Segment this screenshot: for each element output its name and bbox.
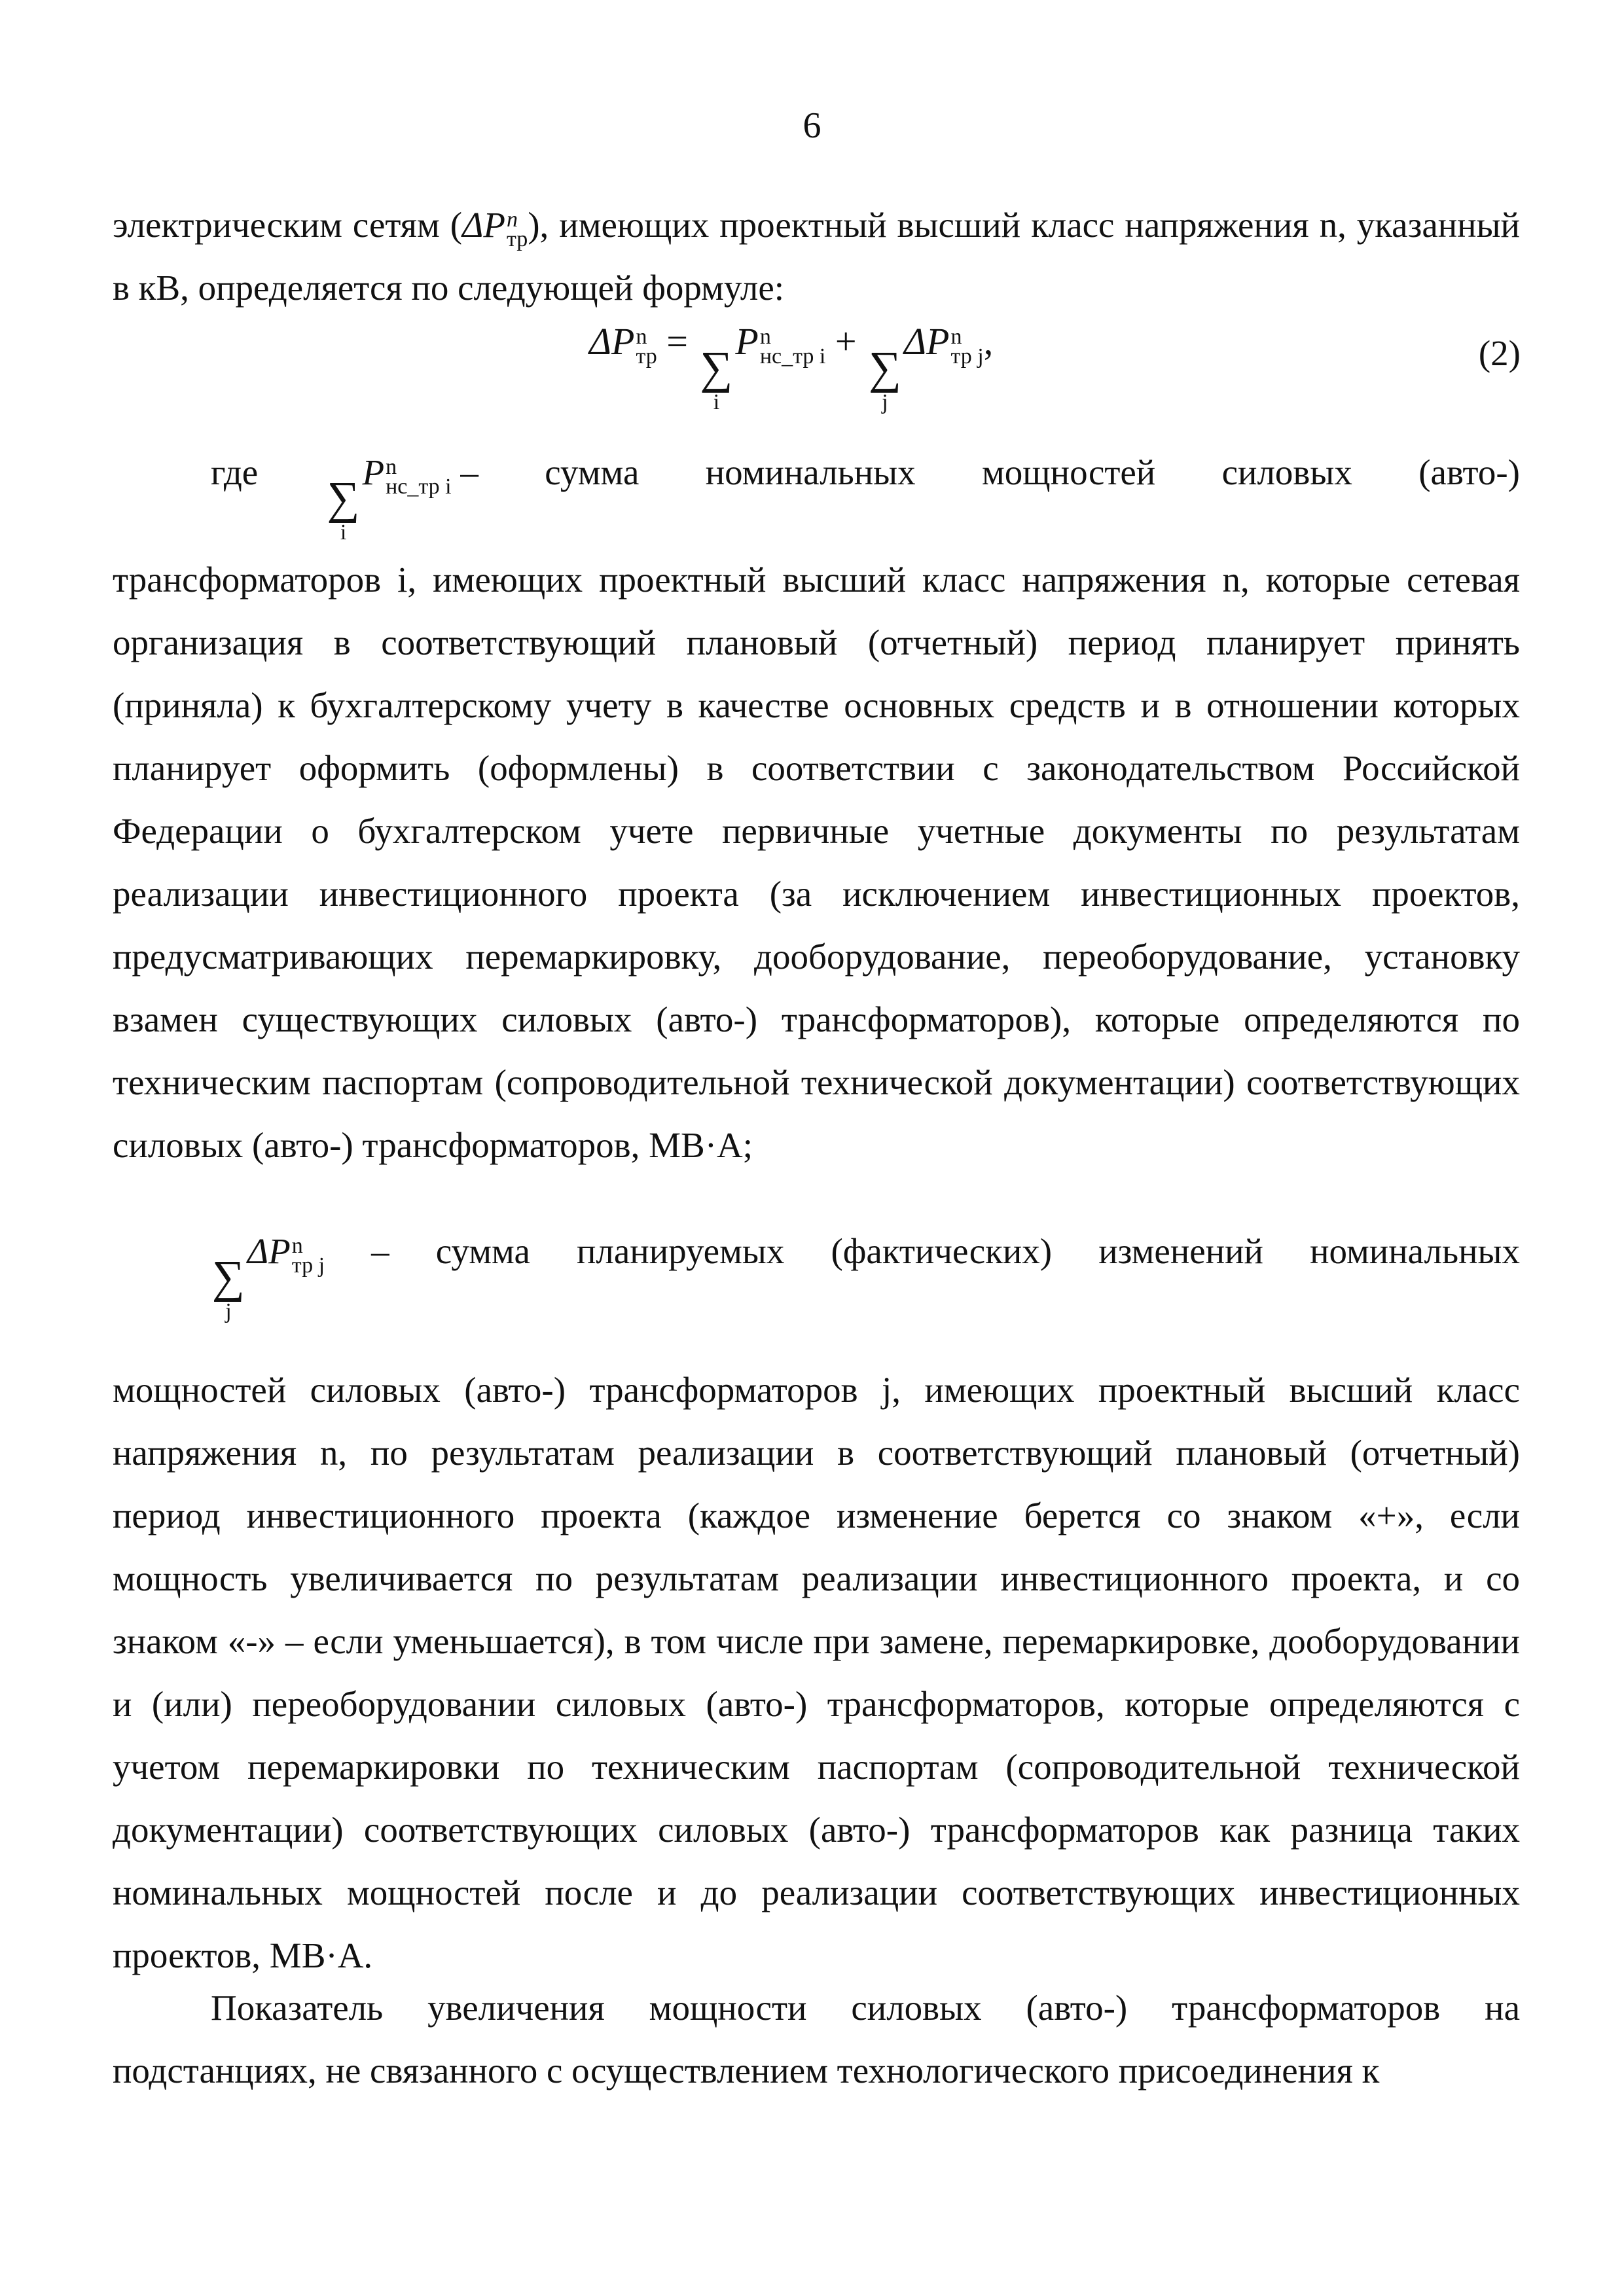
where-word-3: мощностей: [981, 452, 1156, 492]
intro-sup: n: [506, 207, 518, 232]
formula-lhs-sup: n: [636, 325, 647, 349]
where-sum-index: i: [340, 520, 347, 545]
formula-lhs-indices: [636, 327, 657, 367]
where-expression: [325, 452, 478, 546]
sum-sign-icon: ∑: [700, 343, 733, 393]
sum-sign-icon: ∑: [869, 343, 901, 393]
formula-2: [589, 319, 993, 416]
formula-term1-symbol: P: [735, 320, 759, 363]
formula-lhs-symbol: ΔP: [589, 320, 635, 363]
sum2-expression: [209, 1230, 325, 1325]
where-line: [113, 452, 1520, 546]
where-dash: –: [460, 452, 478, 492]
where-indices: [386, 457, 452, 497]
sum2-line: [209, 1230, 1520, 1325]
definition-1-paragraph: трансформаторов i, имеющих проектный высший класс напряжения n, которые сетевая организация в соответствующий плановый (отчетный) период планирует принять (приняла) к бухгалтерскому учету в качестве основных средств и в отношении которых планирует оформить (оформлены) в соответствии с законодательством Российской Федерации о бухгалтерском учете первичные учетные документы по результатам реализации инвестиционного проекта (за исключением инвестиционных проектов, предусматривающих перемаркировку, дооборудование, переоборудование, установку взамен существующих силовых (авто-) трансформаторов), которые определяются по техническим паспортам (сопроводительной технической документации) соответствующих силовых (авто-) трансформаторов, МВ·А;: [113, 560, 1520, 1165]
intro-symbol: ΔP: [462, 205, 505, 245]
where-sup: n: [386, 455, 397, 479]
formula-equals: =: [666, 320, 688, 363]
where-word-4: силовых: [1221, 452, 1352, 492]
intro-paragraph: [113, 194, 1520, 319]
formula-term1-sup: n: [759, 325, 771, 349]
sum2-symbol: ΔP: [247, 1231, 291, 1271]
formula-sum-1: [700, 343, 733, 416]
sum-sign-icon: ∑: [327, 473, 360, 524]
sum2-word-2: планируемых: [576, 1231, 785, 1271]
where-sub: нс_тр i: [386, 475, 452, 499]
where-label: где: [211, 452, 259, 492]
formula-sum-2-index: j: [882, 390, 888, 414]
sum2-word-1: сумма: [435, 1231, 530, 1271]
where-sum: [327, 473, 360, 546]
where-symbol: P: [362, 452, 385, 492]
where-word-5: (авто-): [1418, 452, 1520, 492]
sum2-sum: [212, 1252, 245, 1325]
formula-comma: ,: [983, 320, 994, 363]
intro-indices: [506, 207, 528, 251]
sum2-sub: тр j: [291, 1253, 325, 1278]
formula-sum-1-index: i: [713, 390, 720, 414]
final-paragraph: Показатель увеличения мощности силовых (авто-) трансформаторов на подстанциях, не связанного с осуществлением технологического присоединения к: [113, 1988, 1520, 2090]
formula-term2-sub: тр j: [950, 344, 984, 368]
sum2-word-3: (фактических): [831, 1231, 1053, 1271]
page-number: 6: [803, 105, 821, 146]
where-word-1: сумма: [545, 452, 640, 492]
where-word-2: номинальных: [705, 452, 916, 492]
definition-2-paragraph: мощностей силовых (авто-) трансформаторов j, имеющих проектный высший класс напряжения n, по результатам реализации в соответствующий плановый (отчетный) период инвестиционного проекта (каждое изменение берется со знаком «+», если мощность увеличивается по результатам реализации инвестиционного проекта, и со знаком «-» – если уменьшается), в том числе при замене, перемаркировке, дооборудовании и (или) переоборудовании силовых (авто-) трансформаторов, которые определяются с учетом перемаркировки по техническим паспортам (сопроводительной технической документации) соответствующих силовых (авто-) трансформаторов как разница таких номинальных мощностей после и до реализации соответствующих инвестиционных проектов, МВ·А.: [113, 1370, 1520, 1975]
sum-sign-icon: ∑: [212, 1252, 245, 1302]
formula-term2-indices: [950, 327, 983, 367]
formula-term2-sup: n: [950, 325, 962, 349]
sum2-word-5: номинальных: [1310, 1231, 1520, 1271]
sum2-sup: n: [291, 1234, 303, 1258]
intro-sub: тр: [506, 227, 528, 251]
intro-prefix: электрическим сетям (: [113, 205, 463, 245]
intro-suffix: ), имеющих проектный высший класс напряжения n, указанный в кВ, определяется по следующей формуле:: [113, 205, 1520, 308]
formula-sum-2: [869, 343, 901, 416]
formula-plus: +: [835, 320, 857, 363]
sum2-word-4: изменений: [1098, 1231, 1263, 1271]
formula-lhs-sub: тр: [636, 344, 657, 368]
sum2-indices: [292, 1236, 325, 1276]
formula-term1-sub: нс_тр i: [759, 344, 826, 368]
formula-term1-indices: [760, 327, 826, 367]
formula-term2-symbol: ΔP: [903, 320, 950, 363]
sum2-index: j: [225, 1299, 232, 1323]
sum2-dash: –: [371, 1231, 389, 1271]
formula-number: (2): [1478, 333, 1521, 373]
